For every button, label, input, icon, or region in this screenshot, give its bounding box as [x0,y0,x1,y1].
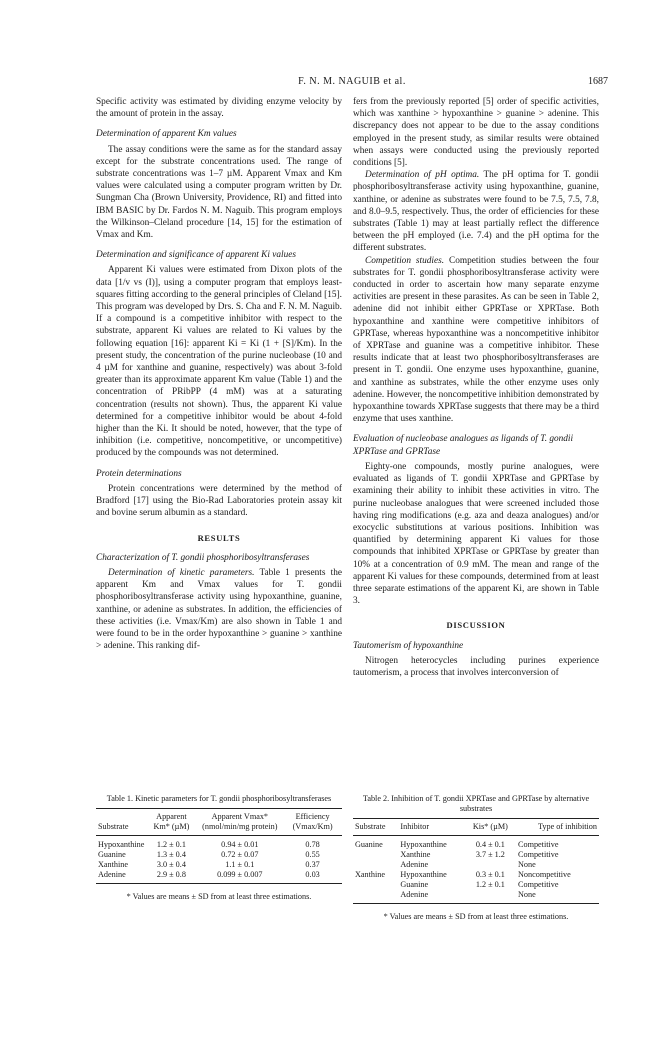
table-cell: 0.099 ± 0.007 [196,870,283,884]
table-cell: Xanthine [400,850,431,859]
table-cell: 3.7 ± 1.2 [475,850,505,859]
paragraph-evaluation: Eighty-one compounds, mostly purine analogues, were evaluated as ligands of T. gondii XPRTase and GPRTase by examining their ability to inhibit these activities in vitro. The purine nucleobase analogues that were screened included those having ring modifications (e.g. aza and deaza analogues) and/or exocyclic substitutions at various positions. Inhibition was quantified by determining apparent Ki values for those compounds that inhibited XPRTase or GPRTase by greater than 10% at a concentration of 0.9 mM. The mean and range of the apparent Ki values for these compounds, determined from at least three separate estimations of the apparent Ki, are shown in Table 3. [353,461,599,607]
table-row [353,860,599,870]
table-cell: Guanine [98,850,126,859]
left-column [96,96,342,652]
table-1-caption: Table 1. Kinetic parameters for T. gondii phosphoribosyltransferases [106,794,332,803]
table-cell [353,860,398,870]
heading-ki: Determination and significance of apparent Ki values [96,250,297,261]
paragraph-ki: Apparent Ki values were estimated from Dixon plots of the data [1/v vs (I)], using a computer program that employs least-squares fitting according to the general principles of Cleland [15]. This program was developed by Drs. S. Cha and F. N. M. Naguib. If a compound is a competitive inhibitor with respect to the substrate, apparent Ki values are related to Ki values by the following equation [16]: apparent Ki = Ki (1 + [S]/Km). In the present study, the concentration of the purine nucleobase (10 and 4 µM for xanthine and guanine, respectively) was about 3-fold greater than its approximate apparent Km value (Table 1) and the concentration of PRibPP (4 mM) was at a saturating concentration (results not shown). Thus, the apparent Ki value determined for a competitive inhibitor would be about 4-fold higher than the Ki. It should be noted, however, that the type of inhibition (i.e. competitive, noncompetitive, or uncompetitive) produced by the compounds was not determined. [96,265,342,459]
right-column [353,96,599,679]
table-cell [353,850,398,860]
table-cell: 1.2 ± 0.1 [156,840,186,849]
table-cell: Hypoxanthine [98,840,145,849]
text-competition: Competition studies between the four substrates for T. gondii phosphoribosyltransferase activity were conducted in order to ascertain how many separate enzyme activities are present in these parasites. As can be seen in Table 2, adenine did not inhibit either GPRTase or XPRTase. Both hypoxanthine and xanthine were competitive inhibitors of GPRTase, whereas hypoxanthine was a noncompetitive inhibitor of XPRTase and guanine was a competitive inhibitor. These results indicate that at least two phosphoribosyltransferases are present in T. gondii. One enzyme uses hypoxanthine, guanine, and xanthine as substrates, while the other enzyme uses only adenine. However, the noncompetitive inhibition demonstrated by hypoxanthine towards XPRTase suggests that there may be a third enzyme that uses xanthine. [353,255,599,425]
table-cell [465,890,516,904]
table-cell: Competitive [518,840,559,849]
table-cell [353,880,398,890]
table-row [353,890,599,904]
table-cell: 0.55 [305,850,320,859]
heading-protein: Protein determinations [96,468,182,479]
table-cell: Xanthine [98,860,129,869]
table-1-header: Substrate [96,809,146,836]
table-cell: 0.03 [283,870,342,884]
table-row [96,850,342,860]
paragraph-kinetic [96,567,342,652]
table-2-header: Type of inhibition [516,819,599,836]
table-cell: Hypoxanthine [400,870,447,879]
running-title: F. N. M. NAGUIB et al. [298,76,406,87]
table-1-header: Efficiency (Vmax/Km) [283,809,342,836]
table-2 [353,794,599,922]
heading-tautomerism: Tautomerism of hypoxanthine [353,640,464,651]
table-row [353,850,599,860]
table-1-header: Apparent Vmax* (nmol/min/mg protein) [196,809,283,836]
heading-evaluation: Evaluation of nucleobase analogues as ligands of T. gondii XPRTase and GPRTase [353,434,574,457]
paragraph-km: The assay conditions were the same as for the standard assay except for the substrate concentrations used. The range of substrate concentrations was 1–7 µM. Apparent Vmax and Km values were calculated using a computer program written by Dr. Sungman Cha (Brown University, Providence, RI) and fitted into IBM BASIC by Dr. Fardos N. M. Naguib. This program employs the Wilkinson–Cleland procedure [14, 15] for the estimation of Vmax and Km. [96,144,342,241]
paragraph-ph [353,169,599,254]
table-cell: 0.3 ± 0.1 [475,870,505,879]
table-row [96,836,342,851]
table-cell: Adenine [400,860,429,869]
table-row [96,870,342,884]
table-cell: Guanine [355,840,383,849]
table-row [96,860,342,870]
table-row [353,836,599,851]
table-cell: Noncompetitive [518,870,571,879]
table-2-header: Substrate [353,819,398,836]
heading-km: Determination of apparent Km values [96,129,237,140]
table-1-footnote: * Values are means ± SD from at least three estimations. [126,892,312,901]
paragraph-protein: Protein concentrations were determined by the method of Bradford [17] using the Bio-Rad Laboratories protein assay kit and bovine serum albumin as a standard. [96,483,342,519]
table-cell: Adenine [398,890,464,904]
table-cell: Competitive [518,880,559,889]
table-cell: None [518,860,536,869]
heading-discussion: DISCUSSION [446,620,506,631]
table-cell: Adenine [96,870,146,884]
table-cell: 3.0 ± 0.4 [156,860,186,869]
table-cell: 0.4 ± 0.1 [475,840,505,849]
table-cell: 2.9 ± 0.8 [146,870,196,884]
table-2-header: Inhibitor [398,819,464,836]
runin-kinetic: Determination of kinetic parameters. [108,567,255,578]
table-cell: Hypoxanthine [400,840,447,849]
table-2-footnote: * Values are means ± SD from at least three estimations. [383,912,569,921]
table-row [353,880,599,890]
text-kinetic: Table 1 presents the apparent Km and Vmax values for T. gondii phosphoribosyltransferase activity using hypoxanthine, guanine, xanthine, or adenine as substrates. In addition, the efficiencies of these activities (i.e. Vmax/Km) are also shown in Table 1 and were found to be in the order hypoxanthine > guanine > xanthine > adenine. This ranking dif- [96,567,342,652]
table-cell: 1.3 ± 0.4 [156,850,186,859]
text-ph: The pH optima for T. gondii phosphoribosyltransferase activity using hypoxanthine, guanine, xanthine, or adenine as substrates were found to be 7.5, 7.5, 7.8, and 8.0–9.5, respectively. Thus, the order of efficiencies for these substrates (Table 1) may at least partially reflect the difference between the pH employed (i.e. 7.4) and the pH optima for the different substrates. [353,170,599,254]
table-cell: None [516,890,599,904]
table-row [353,870,599,880]
runin-competition: Competition studies. [365,255,445,266]
table-cell [465,860,516,870]
table-cell [353,890,398,904]
table-cell: 0.78 [305,840,320,849]
paragraph-specific-activity: Specific activity was estimated by dividing enzyme velocity by the amount of protein in the assay. [96,97,342,120]
paragraph-continuation: fers from the previously reported [5] order of specific activities, which was xanthine > hypoxanthine > guanine > adenine. This discrepancy does not appear to be due to the assay conditions employed in the present study, as similar results were obtained when assays were conducted using the previously reported conditions [5]. [353,97,599,169]
table-cell: Xanthine [355,870,386,879]
paragraph-competition [353,255,599,426]
table-cell: 0.72 ± 0.07 [221,850,259,859]
table-2-caption: Table 2. Inhibition of T. gondii XPRTase and GPRTase by alternative substrates [362,794,590,813]
heading-results: RESULTS [197,532,241,543]
heading-characterization: Characterization of T. gondii phosphoribosyltransferases [96,552,310,563]
table-cell: Guanine [400,880,429,889]
table-cell: Competitive [518,850,559,859]
table-cell: 0.37 [305,860,320,869]
table-1-header: Apparent Km* (µM) [146,809,196,836]
table-cell: 0.94 ± 0.01 [221,840,259,849]
paragraph-tautomerism: Nitrogen heterocycles including purines experience tautomerism, a process that involves interconversion of [353,655,599,678]
runin-ph: Determination of pH optima. [365,170,480,181]
table-2-header: Kis* (µM) [465,819,516,836]
table-cell: 1.1 ± 0.1 [225,860,255,869]
table-cell: 1.2 ± 0.1 [475,880,505,889]
table-1 [96,794,342,902]
page-number: 1687 [588,76,608,87]
running-header [96,76,608,90]
